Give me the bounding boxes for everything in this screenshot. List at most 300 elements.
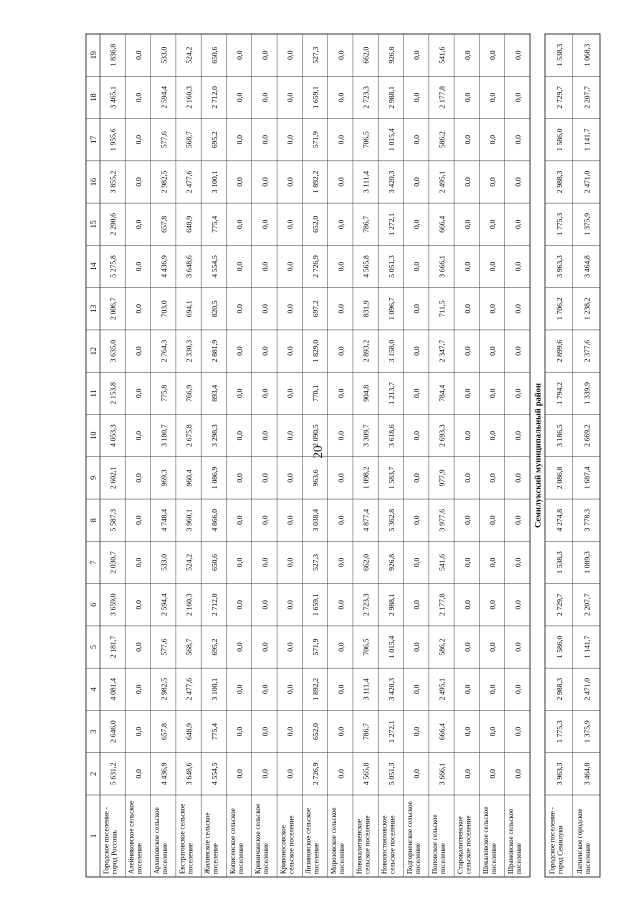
cell-value: 577,6: [159, 638, 169, 656]
cell-value: 0,0: [235, 135, 245, 145]
column-number: 12: [89, 347, 98, 356]
cell-value: 2 347,7: [437, 339, 447, 363]
cell-value: 0,0: [462, 515, 472, 525]
cell-value: 0,0: [285, 642, 295, 652]
column-number: 15: [89, 220, 98, 229]
cell-value: 0,0: [336, 135, 346, 145]
cell-value: 0,0: [133, 642, 143, 652]
cell-value: 697,2: [311, 300, 321, 318]
cell-value: 0,0: [412, 642, 422, 652]
cell-value: 820,5: [209, 300, 219, 318]
cell-value: 706,5: [361, 131, 371, 149]
cell-value: 3 464,8: [582, 255, 592, 278]
cell-value: 5 362,8: [386, 508, 396, 532]
cell-value: 0,0: [336, 642, 346, 652]
cell-value: 0,0: [513, 50, 523, 60]
cell-value: 586,2: [437, 131, 447, 149]
cell-value: 0,0: [336, 557, 346, 568]
cell-value: 0,0: [336, 177, 346, 187]
cell-value: 0,0: [285, 473, 295, 483]
cell-value: 2 594,4: [159, 86, 169, 109]
cell-value: 0,0: [462, 726, 472, 737]
cell-value: 541,6: [437, 554, 447, 571]
cell-value: 0,0: [235, 92, 245, 103]
cell-value: 657,8: [159, 215, 169, 233]
cell-value: 2 160,3: [184, 86, 194, 109]
cell-value: 0,0: [235, 304, 245, 314]
cell-value: 0,0: [462, 600, 472, 610]
cell-value: 0,0: [412, 430, 422, 441]
cell-value: 0,0: [462, 769, 472, 779]
cell-value: 0,0: [235, 642, 245, 652]
cell-value: 541,6: [437, 46, 447, 64]
cell-value: 0,0: [488, 684, 498, 694]
cell-value: 0,0: [260, 557, 270, 568]
cell-value: 0,0: [513, 346, 523, 356]
cell-value: 0,0: [412, 177, 422, 187]
cell-value: 0,0: [462, 642, 472, 652]
cell-value: 0,0: [412, 50, 422, 60]
row-name: Шрамовское сельскоепоселение: [507, 808, 524, 874]
cell-value: 1 238,2: [582, 297, 592, 321]
row-name: Жилинское сельскоепоселение: [203, 812, 220, 874]
cell-value: 0,0: [336, 473, 346, 483]
cell-value: 0,0: [513, 726, 523, 737]
cell-value: 0,0: [133, 346, 143, 356]
cell-value: 786,7: [361, 215, 371, 233]
cell-value: 2 982,5: [159, 170, 169, 194]
cell-value: 2 723,3: [361, 86, 371, 109]
cell-value: 0,0: [260, 219, 270, 229]
cell-value: 2 988,1: [386, 86, 396, 109]
column-number: 16: [89, 177, 98, 186]
cell-value: 2 988,1: [386, 593, 396, 616]
cell-value: 0,0: [488, 473, 498, 483]
cell-value: 3 635,0: [108, 339, 118, 363]
cell-value: 784,4: [437, 384, 447, 402]
cell-value: 2 675,8: [184, 424, 194, 447]
cell-value: 2 723,3: [361, 593, 371, 616]
cell-value: 2 030,7: [108, 551, 118, 574]
cell-value: 0,0: [412, 219, 422, 229]
cell-value: 4 554,5: [209, 762, 219, 786]
cell-value: 0,0: [412, 346, 422, 356]
cell-value: 0,0: [488, 600, 498, 610]
cell-value: 0,0: [285, 769, 295, 779]
cell-value: 3 309,7: [361, 424, 371, 447]
cell-value: 2 693,3: [437, 424, 447, 447]
cell-value: 568,7: [184, 131, 194, 149]
cell-value: 1 775,3: [555, 720, 565, 743]
cell-value: 3 180,7: [159, 424, 169, 447]
cell-value: 2 177,8: [437, 86, 447, 109]
cell-value: 0,0: [488, 388, 498, 399]
cell-value: 527,3: [311, 554, 321, 571]
cell-value: 3 648,6: [184, 762, 194, 786]
cell-value: 0,0: [462, 346, 472, 356]
cell-value: 0,0: [336, 50, 346, 60]
cell-value: 0,0: [235, 684, 245, 694]
cell-value: 1 213,7: [386, 382, 396, 405]
column-number: 8: [89, 518, 98, 523]
cell-value: 0,0: [488, 726, 498, 737]
cell-value: 1 829,0: [311, 339, 321, 363]
cell-value: 926,8: [386, 554, 396, 571]
column-number: 5: [89, 645, 98, 650]
column-number: 11: [89, 389, 98, 398]
cell-value: 1 141,7: [582, 635, 592, 659]
cell-value: 0,0: [235, 261, 245, 272]
cell-value: 1 892,2: [311, 170, 321, 194]
table: [86, 34, 600, 877]
cell-value: 1 955,6: [108, 128, 118, 151]
cell-value: 703,0: [159, 300, 169, 318]
cell-value: 2 988,3: [555, 678, 565, 701]
cell-value: 977,9: [437, 469, 447, 487]
cell-value: 0,0: [336, 346, 346, 356]
cell-value: 1 339,9: [582, 382, 592, 405]
cell-value: 0,0: [285, 50, 295, 60]
cell-value: 0,0: [235, 557, 245, 568]
cell-value: 0,0: [462, 304, 472, 314]
cell-value: 695,2: [209, 638, 219, 656]
row-name: Поповское сельскоепоселение: [431, 814, 448, 874]
cell-value: 0,0: [412, 515, 422, 525]
cell-value: 0,0: [488, 557, 498, 568]
cell-value: 0,0: [412, 684, 422, 694]
cell-value: 0,0: [260, 177, 270, 187]
cell-value: 1 538,3: [555, 43, 565, 67]
cell-value: 1 538,3: [555, 551, 565, 574]
cell-value: 4 554,5: [209, 255, 219, 278]
row-name: Архиповское сельскоепоселение: [152, 807, 169, 874]
row-name: Криничанское сельскоепоселение: [254, 803, 271, 874]
cell-value: 2 602,1: [108, 466, 118, 490]
cell-value: 0,0: [260, 642, 270, 652]
cell-value: 0,0: [285, 346, 295, 356]
cell-value: 1 098,2: [361, 466, 371, 490]
cell-value: 1 659,1: [311, 86, 321, 109]
cell-value: 0,0: [133, 515, 143, 525]
column-number: 14: [89, 262, 98, 271]
row-name: Новопостояловскоесельское поселение: [380, 815, 397, 874]
cell-value: 2 594,4: [159, 593, 169, 616]
cell-value: 0,0: [133, 261, 143, 272]
cell-value: 3 298,3: [209, 424, 219, 447]
cell-value: 0,0: [462, 92, 472, 103]
cell-value: 0,0: [412, 557, 422, 568]
cell-value: 648,9: [184, 215, 194, 233]
cell-value: 0,0: [133, 388, 143, 399]
cell-value: 0,0: [462, 473, 472, 483]
cell-value: 0,0: [336, 600, 346, 610]
page-number: 20: [310, 445, 325, 459]
cell-value: 2 764,3: [159, 339, 169, 363]
cell-value: 3 659,0: [108, 593, 118, 616]
cell-value: 0,0: [513, 473, 523, 483]
cell-value: 0,0: [133, 726, 143, 737]
cell-value: 662,0: [361, 46, 371, 64]
cell-value: 0,0: [260, 304, 270, 314]
cell-value: 2 086,8: [555, 466, 565, 490]
cell-value: 0,0: [285, 177, 295, 187]
cell-value: 0,0: [235, 430, 245, 441]
cell-value: 0,0: [235, 600, 245, 610]
cell-value: 666,4: [437, 723, 447, 741]
cell-value: 4 274,8: [555, 508, 565, 532]
cell-value: 2 006,7: [108, 297, 118, 321]
cell-value: 568,7: [184, 638, 194, 656]
cell-value: 775,4: [209, 723, 219, 741]
cell-value: 0,0: [336, 219, 346, 229]
cell-value: 2 153,8: [108, 382, 118, 405]
cell-value: 3 778,3: [582, 508, 592, 532]
cell-value: 1 375,9: [582, 720, 592, 743]
cell-value: 648,9: [184, 723, 194, 741]
cell-value: 666,4: [437, 215, 447, 233]
cell-value: 5 051,3: [386, 255, 396, 278]
cell-value: 3 465,1: [108, 86, 118, 109]
row-name: Кописенское сельскоепоселение: [228, 808, 245, 874]
cell-value: 571,9: [311, 131, 321, 149]
cell-value: 2 177,8: [437, 593, 447, 616]
cell-value: 1 775,3: [555, 213, 565, 236]
cell-value: 2 471,0: [582, 678, 592, 701]
cell-value: 0,0: [133, 219, 143, 229]
cell-value: 904,8: [361, 384, 371, 402]
cell-value: 2 495,1: [437, 170, 447, 194]
cell-value: 3 111,4: [361, 170, 371, 193]
row-name: Городское поселение -город Семилуки: [548, 807, 565, 874]
cell-value: 1 586,0: [555, 635, 565, 659]
cell-value: 0,0: [412, 769, 422, 779]
cell-value: 4 081,4: [108, 678, 118, 701]
cell-value: 0,0: [285, 684, 295, 694]
cell-value: 0,0: [285, 600, 295, 610]
cell-value: 2 207,7: [582, 86, 592, 109]
cell-value: 0,0: [235, 50, 245, 60]
cell-value: 662,0: [361, 554, 371, 571]
cell-value: 0,0: [336, 261, 346, 272]
cell-value: 766,9: [184, 384, 194, 402]
cell-value: 3 960,1: [184, 508, 194, 532]
cell-value: 0,0: [488, 642, 498, 652]
cell-value: 0,0: [285, 726, 295, 737]
cell-value: 2 893,2: [361, 339, 371, 363]
cell-value: 0,0: [488, 261, 498, 272]
cell-value: 5 275,8: [108, 255, 118, 278]
cell-value: 0,0: [412, 473, 422, 483]
cell-value: 0,0: [285, 92, 295, 103]
cell-value: 2 669,2: [582, 424, 592, 447]
row-name: Латненское городскоепоселение: [575, 808, 592, 874]
cell-value: 0,0: [513, 304, 523, 314]
cell-value: 0,0: [462, 388, 472, 399]
cell-value: 571,9: [311, 638, 321, 656]
cell-value: 1 892,2: [311, 678, 321, 701]
cell-value: 0,0: [513, 642, 523, 652]
column-number: 6: [89, 602, 98, 607]
cell-value: 4 436,9: [159, 762, 169, 786]
cell-value: 0,0: [285, 135, 295, 145]
cell-value: 3 111,4: [361, 678, 371, 701]
cell-value: 4 877,4: [361, 508, 371, 532]
cell-value: 2 982,5: [159, 678, 169, 701]
cell-value: 3 420,3: [386, 678, 396, 701]
cell-value: 0,0: [285, 430, 295, 441]
cell-value: 0,0: [285, 515, 295, 525]
cell-value: 960,4: [184, 469, 194, 487]
cell-value: 0,0: [412, 388, 422, 399]
cell-value: 1 687,4: [582, 466, 592, 490]
cell-value: 1 068,3: [582, 43, 592, 67]
cell-value: 524,2: [184, 46, 194, 64]
cell-value: 0,0: [488, 50, 498, 60]
cell-value: 0,0: [235, 769, 245, 779]
column-number: 7: [89, 560, 98, 565]
cell-value: 2 477,6: [184, 170, 194, 194]
cell-value: 0,0: [488, 92, 498, 103]
cell-value: 1 089,3: [582, 551, 592, 574]
cell-value: 4 053,3: [108, 424, 118, 447]
cell-value: 0,0: [513, 557, 523, 568]
cell-value: 1 272,1: [386, 213, 396, 236]
cell-value: 0,0: [285, 304, 295, 314]
cell-value: 0,0: [513, 600, 523, 610]
cell-value: 3 977,6: [437, 508, 447, 532]
cell-value: 1 659,1: [311, 593, 321, 616]
cell-value: 0,0: [513, 388, 523, 399]
cell-value: 2 207,7: [582, 593, 592, 616]
cell-value: 0,0: [513, 92, 523, 103]
cell-value: 0,0: [260, 261, 270, 272]
cell-value: 2 330,3: [184, 339, 194, 363]
cell-value: 3 464,8: [582, 762, 592, 786]
cell-value: 0,0: [133, 473, 143, 483]
cell-value: 0,0: [235, 177, 245, 187]
row-name: Шекаловское сельскоепоселение: [481, 806, 498, 874]
cell-value: 0,0: [462, 430, 472, 441]
cell-value: 2 726,9: [311, 762, 321, 786]
row-name: Новокалитвенскоесельское поселение: [355, 815, 372, 874]
row-name: Старокалитвенскоесельское поселение: [456, 815, 473, 874]
cell-value: 2 729,7: [555, 593, 565, 616]
section-title: Семилукский муниципальный район: [532, 383, 543, 528]
cell-value: 0,0: [260, 769, 270, 779]
cell-value: 2 646,0: [108, 720, 118, 743]
cell-value: 0,0: [235, 515, 245, 525]
column-number: 17: [89, 135, 98, 144]
cell-value: 0,0: [133, 177, 143, 187]
cell-value: 2 726,9: [311, 255, 321, 278]
row-name: Алейниковское сельскоепоселение: [127, 800, 144, 874]
cell-value: 650,6: [209, 554, 219, 571]
cell-value: 0,0: [260, 515, 270, 525]
cell-value: 831,9: [361, 300, 371, 318]
cell-value: 963,6: [311, 469, 321, 487]
cell-value: 0,0: [133, 600, 143, 610]
cell-value: 2 712,0: [209, 593, 219, 616]
cell-value: 1 015,4: [386, 128, 396, 151]
cell-value: 0,0: [235, 346, 245, 356]
cell-value: 0,0: [488, 346, 498, 356]
cell-value: 0,0: [462, 261, 472, 272]
cell-value: 0,0: [260, 50, 270, 60]
cell-value: 0,0: [412, 135, 422, 145]
cell-value: 0,0: [260, 430, 270, 441]
cell-value: 0,0: [260, 726, 270, 737]
cell-value: 0,0: [285, 388, 295, 399]
cell-value: 0,0: [488, 304, 498, 314]
cell-value: 0,0: [285, 261, 295, 272]
cell-value: 2 712,0: [209, 86, 219, 109]
cell-value: 577,6: [159, 131, 169, 149]
cell-value: 0,0: [235, 473, 245, 483]
cell-value: 0,0: [133, 557, 143, 568]
cell-value: 0,0: [285, 219, 295, 229]
cell-value: 0,0: [133, 684, 143, 694]
cell-value: 0,0: [513, 515, 523, 525]
cell-value: 3 618,6: [386, 424, 396, 447]
cell-value: 2 290,6: [108, 213, 118, 236]
cell-value: 1 272,1: [386, 720, 396, 743]
row-name: Лизиновское сельскоепоселение: [304, 808, 321, 874]
cell-value: 2 160,3: [184, 593, 194, 616]
cell-value: 524,2: [184, 554, 194, 571]
column-number: 19: [89, 51, 98, 60]
cell-value: 533,0: [159, 46, 169, 64]
cell-value: 1 086,9: [209, 466, 219, 490]
cell-value: 0,0: [513, 177, 523, 187]
cell-value: 2 729,7: [555, 86, 565, 109]
cell-value: 3 186,5: [555, 424, 565, 447]
cell-value: 0,0: [462, 135, 472, 145]
cell-value: 2 988,3: [555, 170, 565, 194]
cell-value: 3 855,2: [108, 170, 118, 194]
cell-value: 770,1: [311, 384, 321, 402]
cell-value: 0,0: [488, 430, 498, 441]
cell-value: 1 015,4: [386, 635, 396, 659]
cell-value: 0,0: [513, 261, 523, 272]
cell-value: 775,8: [159, 384, 169, 402]
cell-value: 0,0: [260, 135, 270, 145]
cell-value: 1 583,7: [386, 466, 396, 490]
row-name: Городское поселение -город Россошь: [102, 807, 119, 874]
cell-value: 1 586,0: [555, 128, 565, 151]
cell-value: 0,0: [285, 557, 295, 568]
cell-value: 0,0: [260, 473, 270, 483]
cell-value: 2 881,9: [209, 339, 219, 363]
cell-value: 0,0: [336, 304, 346, 314]
cell-value: 0,0: [260, 388, 270, 399]
cell-value: 926,8: [386, 46, 396, 64]
cell-value: 3 666,1: [437, 762, 447, 786]
column-number: 10: [89, 431, 98, 440]
cell-value: 0,0: [133, 769, 143, 779]
column-number: 2: [89, 771, 98, 776]
cell-value: 0,0: [133, 50, 143, 60]
cell-value: 0,0: [133, 135, 143, 145]
cell-value: 5 631,2: [108, 762, 118, 786]
cell-value: 650,6: [209, 46, 219, 64]
cell-value: 0,0: [336, 769, 346, 779]
cell-value: 2 899,6: [555, 339, 565, 363]
cell-value: 893,4: [209, 384, 219, 402]
cell-value: 775,4: [209, 215, 219, 233]
cell-value: 1 706,2: [555, 297, 565, 321]
cell-value: 4 866,0: [209, 508, 219, 532]
cell-value: 0,0: [133, 92, 143, 103]
